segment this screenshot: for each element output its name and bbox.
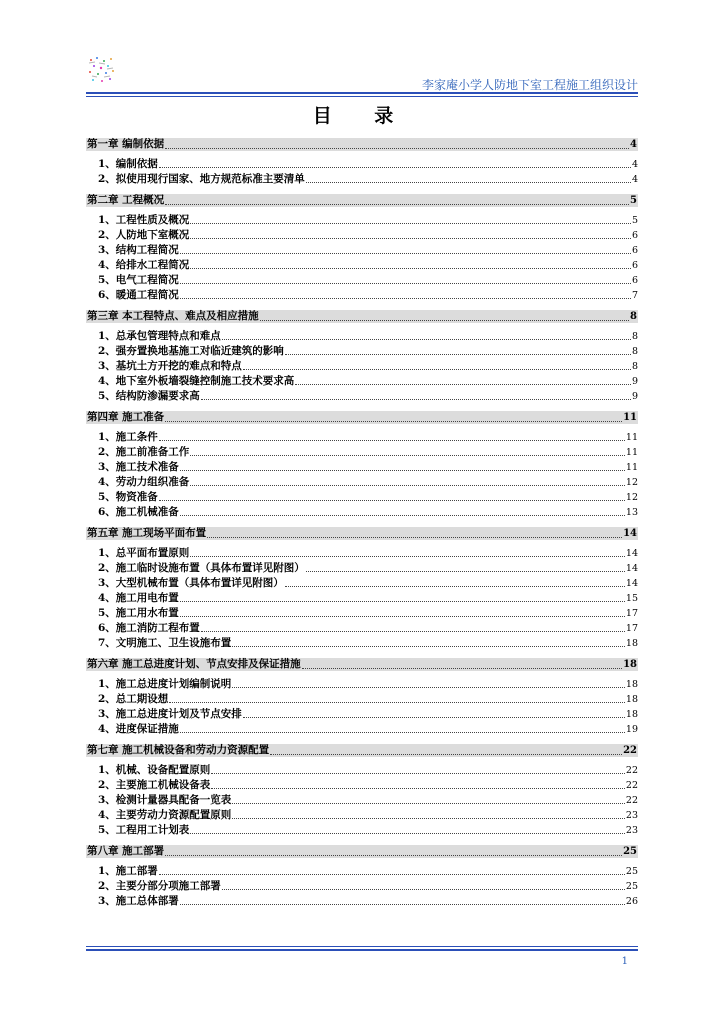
toc-leader-dots [295,375,631,385]
toc-item[interactable] [86,778,638,793]
toc-leader-dots [243,708,625,718]
toc-item[interactable] [86,288,638,303]
toc-item[interactable] [86,692,638,707]
toc-item-label: 3、大型机械布置（具体布置详见附图） [98,577,284,589]
header-rule [86,92,638,97]
toc-leader-dots [180,461,625,471]
toc-chapter-page: 25 [623,846,637,857]
toc-leader-dots [165,139,629,149]
toc-item-page: 8 [631,331,638,342]
toc-leader-dots [201,390,631,400]
toc-item[interactable] [86,894,638,909]
toc-item[interactable] [86,273,638,288]
toc-leader-dots [243,360,631,370]
toc-item-page: 18 [625,709,638,720]
toc-leader-dots [222,880,625,890]
toc-item-page: 18 [625,694,638,705]
toc-item-label: 1、施工条件 [98,431,158,443]
toc-chapter-label: 第七章 施工机械设备和劳动力资源配置 [87,744,270,756]
toc-item-label: 2、施工临时设施布置（具体布置详见附图） [98,562,305,574]
toc-leader-dots [180,289,631,299]
toc-item-page: 14 [625,563,638,574]
toc-leader-dots [285,345,631,355]
toc-chapter[interactable] [86,138,638,151]
toc-item[interactable] [86,879,638,894]
page-number: 1 [621,956,628,967]
toc-item-page: 11 [625,447,638,458]
toc-item-label: 3、施工技术准备 [98,461,179,473]
toc-leader-dots [159,491,625,501]
toc-item[interactable] [86,722,638,737]
toc-leader-dots [211,764,625,774]
toc-item-label: 1、总平面布置原则 [98,547,190,559]
toc-item-label: 3、施工总进度计划及节点安排 [98,708,242,720]
toc-item-page: 4 [631,159,638,170]
toc-item-page: 22 [625,795,638,806]
toc-item[interactable] [86,505,638,520]
toc-leader-dots [190,446,625,456]
toc-chapter-page: 18 [623,659,637,670]
toc-leader-dots [270,745,622,755]
toc-leader-dots [190,824,625,834]
toc-leader-dots [190,229,631,239]
toc-item-label: 5、物资准备 [98,491,158,503]
toc-leader-dots [165,846,622,856]
toc-item-page: 14 [625,578,638,589]
toc-leader-dots [222,330,631,340]
toc-chapter[interactable] [86,845,638,858]
toc-leader-dots [232,637,625,647]
toc-item[interactable] [86,344,638,359]
toc-leader-dots [165,195,629,205]
toc-item-page: 18 [625,638,638,649]
toc-item[interactable] [86,430,638,445]
toc-leader-dots [190,476,625,486]
toc-item-label: 4、给排水工程简况 [98,259,190,271]
toc-item-label: 3、基坑土方开挖的难点和特点 [98,360,242,372]
toc-leader-dots [232,794,625,804]
toc-item-label: 2、拟使用现行国家、地方规范标准主要清单 [98,173,305,185]
toc-item-page: 5 [631,215,638,226]
toc-item-label: 1、施工总进度计划编制说明 [98,678,232,690]
toc-item-label: 1、机械、设备配置原则 [98,764,211,776]
toc-chapter-page: 5 [630,195,637,206]
toc-item-label: 2、强夯置换地基施工对临近建筑的影响 [98,345,284,357]
toc-leader-dots [190,214,631,224]
toc-leader-dots [201,622,625,632]
toc-item[interactable] [86,445,638,460]
toc-chapter-label: 第六章 施工总进度计划、节点安排及保证措施 [87,658,301,670]
footer-rule [86,946,638,951]
toc-item-page: 23 [625,810,638,821]
toc-leader-dots [159,431,625,441]
toc-item-page: 8 [631,361,638,372]
toc-leader-dots [232,809,625,819]
toc-item[interactable] [86,258,638,273]
toc-item-page: 23 [625,825,638,836]
toc-item[interactable] [86,763,638,778]
toc-item[interactable] [86,621,638,636]
toc-item-page: 12 [625,477,638,488]
toc-chapter[interactable] [86,658,638,671]
toc-item-page: 22 [625,765,638,776]
toc-item-page: 17 [625,608,638,619]
toc-item[interactable] [86,546,638,561]
toc-item-label: 4、劳动力组织准备 [98,476,190,488]
table-of-contents [86,138,638,909]
toc-chapter-page: 11 [623,412,637,423]
toc-item-page: 13 [625,507,638,518]
toc-item-page: 22 [625,780,638,791]
toc-leader-dots [232,678,625,688]
toc-item[interactable] [86,213,638,228]
toc-chapter[interactable] [86,310,638,323]
toc-leader-dots [159,158,631,168]
toc-item-label: 1、工程性质及概况 [98,214,190,226]
toc-chapter-label: 第二章 工程概况 [87,194,165,206]
toc-item-page: 18 [625,679,638,690]
toc-chapter-label: 第三章 本工程特点、难点及相应措施 [87,310,259,322]
toc-item-label: 6、施工机械准备 [98,506,179,518]
toc-item[interactable] [86,157,638,172]
toc-item-label: 2、主要分部分项施工部署 [98,880,221,892]
toc-item[interactable] [86,823,638,838]
toc-chapter-label: 第一章 编制依据 [87,138,165,150]
toc-item[interactable] [86,606,638,621]
toc-item-label: 6、施工消防工程布置 [98,622,200,634]
toc-leader-dots [180,592,625,602]
toc-item[interactable] [86,561,638,576]
toc-item-page: 8 [631,346,638,357]
toc-leader-dots [306,562,625,572]
toc-item[interactable] [86,636,638,651]
document-header-title: 李家庵小学人防地下室工程施工组织设计 [421,78,638,92]
toc-item-page: 7 [631,290,638,301]
toc-chapter[interactable] [86,411,638,424]
toc-item[interactable] [86,707,638,722]
toc-item[interactable] [86,793,638,808]
toc-item[interactable] [86,576,638,591]
toc-item[interactable] [86,374,638,389]
toc-item-label: 2、主要施工机械设备表 [98,779,211,791]
toc-item-label: 4、施工用电布置 [98,592,179,604]
toc-chapter-label: 第五章 施工现场平面布置 [87,527,207,539]
toc-chapter-label: 第八章 施工部署 [87,845,165,857]
toc-item-label: 5、施工用水布置 [98,607,179,619]
toc-item-page: 11 [625,462,638,473]
toc-item-page: 25 [625,866,638,877]
toc-item-page: 17 [625,623,638,634]
toc-chapter-page: 22 [623,745,637,756]
toc-item-label: 3、施工总体部署 [98,895,179,907]
toc-item-page: 6 [631,260,638,271]
toc-item[interactable] [86,475,638,490]
toc-item[interactable] [86,172,638,187]
toc-leader-dots [180,723,625,733]
toc-leader-dots [306,173,631,183]
toc-leader-dots [180,506,625,516]
toc-item-label: 7、文明施工、卫生设施布置 [98,637,232,649]
toc-item-label: 2、人防地下室概况 [98,229,190,241]
toc-item-page: 4 [631,174,638,185]
toc-item-page: 9 [631,376,638,387]
toc-item[interactable] [86,460,638,475]
toc-item[interactable] [86,677,638,692]
toc-chapter-page: 4 [630,139,637,150]
toc-item-label: 1、编制依据 [98,158,158,170]
toc-chapter[interactable] [86,744,638,757]
toc-item[interactable] [86,243,638,258]
toc-item-label: 4、进度保证措施 [98,723,179,735]
toc-item-label: 4、主要劳动力资源配置原则 [98,809,232,821]
toc-leader-dots [159,865,625,875]
toc-chapter[interactable] [86,527,638,540]
toc-leader-dots [207,528,622,538]
toc-chapter-page: 14 [623,528,637,539]
toc-item-page: 25 [625,881,638,892]
toc-leader-dots [180,244,631,254]
toc-leader-dots [302,659,622,669]
toc-item[interactable] [86,591,638,606]
toc-item-page: 26 [625,896,638,907]
toc-leader-dots [260,311,629,321]
toc-chapter[interactable] [86,194,638,207]
toc-leader-dots [285,577,625,587]
toc-item-label: 4、地下室外板墙裂缝控制施工技术要求高 [98,375,295,387]
toc-item-label: 5、结构防渗漏要求高 [98,390,200,402]
toc-leader-dots [180,895,625,905]
toc-title: 目 录 [312,105,412,127]
toc-item-page: 15 [625,593,638,604]
toc-item[interactable] [86,389,638,404]
toc-item-label: 6、暖通工程简况 [98,289,179,301]
toc-item-label: 1、施工部署 [98,865,158,877]
toc-leader-dots [190,259,631,269]
toc-leader-dots [180,607,625,617]
toc-item-label: 2、施工前准备工作 [98,446,190,458]
toc-leader-dots [169,693,625,703]
toc-item[interactable] [86,359,638,374]
toc-leader-dots [190,547,625,557]
toc-item-label: 3、检测计量器具配备一览表 [98,794,232,806]
toc-item[interactable] [86,329,638,344]
toc-item-label: 2、总工期设想 [98,693,169,705]
toc-item[interactable] [86,864,638,879]
toc-leader-dots [180,274,631,284]
toc-chapter-page: 8 [630,311,637,322]
toc-item-page: 6 [631,230,638,241]
toc-leader-dots [211,779,625,789]
toc-item-page: 11 [625,432,638,443]
toc-chapter-label: 第四章 施工准备 [87,411,165,423]
toc-item-label: 1、总承包管理特点和难点 [98,330,221,342]
toc-item-page: 19 [625,724,638,735]
toc-item-label: 3、结构工程简况 [98,244,179,256]
toc-item-page: 6 [631,275,638,286]
toc-item-label: 5、电气工程简况 [98,274,179,286]
toc-item[interactable] [86,228,638,243]
toc-leader-dots [165,412,622,422]
toc-item[interactable] [86,808,638,823]
toc-item-page: 14 [625,548,638,559]
toc-item-label: 5、工程用工计划表 [98,824,190,836]
toc-item[interactable] [86,490,638,505]
toc-item-page: 6 [631,245,638,256]
toc-item-page: 12 [625,492,638,503]
toc-item-page: 9 [631,391,638,402]
